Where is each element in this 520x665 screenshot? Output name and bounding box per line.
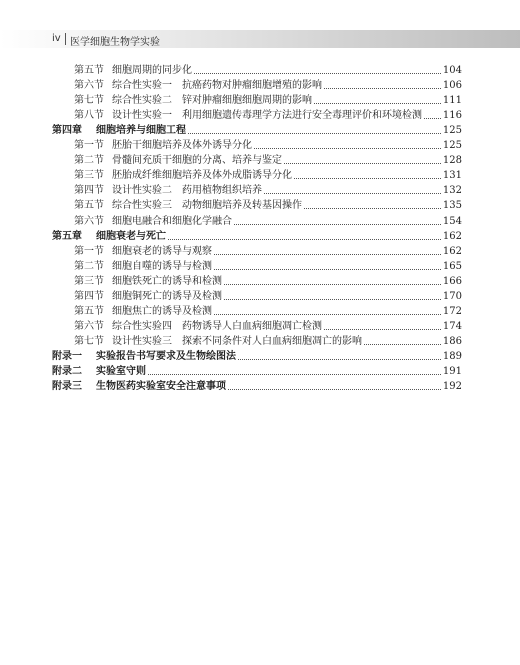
toc-entry-title: 设计性实验三 探索不同条件对人白血病细胞凋亡的影响	[112, 335, 362, 347]
toc-entry-number: 第五章	[52, 230, 82, 242]
toc-entry-page: 128	[442, 155, 462, 167]
toc-entry-title: 综合性实验一 抗癌药物对肿瘤细胞增殖的影响	[112, 80, 322, 92]
dot-leader	[238, 359, 441, 360]
dot-leader	[294, 178, 441, 179]
running-header	[0, 30, 520, 48]
toc-section-entry[interactable]	[52, 288, 462, 303]
toc-entry-title: 实验室守则	[96, 365, 146, 377]
toc-chapter-entry[interactable]	[52, 363, 462, 378]
dot-leader	[168, 239, 441, 240]
dot-leader	[314, 103, 441, 104]
table-of-contents	[52, 62, 462, 393]
toc-entry-title: 综合性实验二 锌对肿瘤细胞细胞周期的影响	[112, 95, 312, 107]
toc-section-entry[interactable]	[52, 333, 462, 348]
toc-entry-number: 第七节	[74, 335, 104, 347]
toc-entry-page: 162	[442, 245, 462, 257]
toc-section-entry[interactable]	[52, 62, 462, 77]
toc-entry-number: 第七节	[74, 95, 104, 107]
toc-entry-page: 116	[442, 110, 462, 122]
dot-leader	[234, 224, 441, 225]
toc-chapter-entry[interactable]	[52, 348, 462, 363]
toc-section-entry[interactable]	[52, 258, 462, 273]
dot-leader	[194, 73, 441, 74]
dot-leader	[284, 163, 441, 164]
dot-leader	[254, 148, 441, 149]
dot-leader	[224, 299, 441, 300]
toc-entry-page: 172	[442, 305, 462, 317]
dot-leader	[324, 88, 441, 89]
toc-entry-page: 162	[442, 230, 462, 242]
toc-entry-number: 第四节	[74, 185, 104, 197]
dot-leader	[364, 344, 441, 345]
toc-section-entry[interactable]	[52, 152, 462, 167]
toc-entry-title: 综合性实验三 动物细胞培养及转基因操作	[112, 200, 302, 212]
toc-section-entry[interactable]	[52, 273, 462, 288]
toc-entry-number: 第二节	[74, 155, 104, 167]
toc-section-entry[interactable]	[52, 303, 462, 318]
toc-entry-title: 细胞周期的同步化	[112, 65, 192, 77]
toc-entry-page: 125	[442, 125, 462, 137]
toc-entry-number: 第五节	[74, 200, 104, 212]
toc-entry-title: 细胞培养与细胞工程	[96, 125, 186, 137]
toc-entry-number: 第三节	[74, 170, 104, 182]
toc-entry-number: 附录二	[52, 365, 82, 377]
toc-entry-number: 第一节	[74, 245, 104, 257]
toc-entry-number: 第一节	[74, 140, 104, 152]
dot-leader	[214, 269, 441, 270]
dot-leader	[424, 118, 441, 119]
toc-entry-title: 设计性实验一 利用细胞遗传毒理学方法进行安全毒理评价和环境检测	[112, 110, 422, 122]
toc-section-entry[interactable]	[52, 92, 462, 107]
toc-entry-title: 胚胎干细胞培养及体外诱导分化	[112, 140, 252, 152]
toc-section-entry[interactable]	[52, 197, 462, 212]
toc-entry-page: 192	[442, 381, 462, 393]
toc-entry-title: 骨髓间充质干细胞的分离、培养与鉴定	[112, 155, 282, 167]
header-page-number: iv	[52, 33, 61, 44]
toc-entry-number: 第四章	[52, 125, 82, 137]
toc-entry-title: 细胞焦亡的诱导及检测	[112, 305, 212, 317]
toc-entry-page: 189	[442, 350, 462, 362]
header-separator	[65, 33, 66, 45]
header-book-title: 医学细胞生物学实验	[70, 37, 160, 48]
toc-entry-page: 106	[442, 80, 462, 92]
toc-entry-number: 附录三	[52, 381, 82, 393]
toc-entry-number: 第八节	[74, 110, 104, 122]
dot-leader	[214, 314, 441, 315]
dot-leader	[188, 133, 441, 134]
toc-section-entry[interactable]	[52, 167, 462, 182]
toc-entry-page: 174	[442, 320, 462, 332]
toc-section-entry[interactable]	[52, 107, 462, 122]
dot-leader	[224, 284, 441, 285]
toc-chapter-entry[interactable]	[52, 228, 462, 243]
dot-leader	[148, 374, 441, 375]
toc-section-entry[interactable]	[52, 212, 462, 227]
toc-entry-number: 第五节	[74, 305, 104, 317]
toc-entry-page: 132	[442, 185, 462, 197]
toc-chapter-entry[interactable]	[52, 122, 462, 137]
toc-entry-page: 111	[442, 95, 462, 107]
toc-section-entry[interactable]	[52, 318, 462, 333]
toc-entry-title: 细胞铁死亡的诱导和检测	[112, 275, 222, 287]
toc-entry-title: 胚胎成纤维细胞培养及体外成脂诱导分化	[112, 170, 292, 182]
toc-entry-title: 综合性实验四 药物诱导人白血病细胞凋亡检测	[112, 320, 322, 332]
dot-leader	[228, 389, 441, 390]
toc-entry-title: 细胞铜死亡的诱导及检测	[112, 290, 222, 302]
toc-entry-number: 第二节	[74, 260, 104, 272]
toc-entry-page: 131	[442, 170, 462, 182]
toc-section-entry[interactable]	[52, 77, 462, 92]
toc-entry-page: 135	[442, 200, 462, 212]
toc-entry-title: 设计性实验二 药用植物组织培养	[112, 185, 262, 197]
dot-leader	[264, 193, 441, 194]
toc-section-entry[interactable]	[52, 182, 462, 197]
toc-entry-title: 细胞电融合和细胞化学融合	[112, 215, 232, 227]
dot-leader	[214, 254, 441, 255]
toc-entry-page: 165	[442, 260, 462, 272]
toc-entry-title: 实验报告书写要求及生物绘图法	[96, 350, 236, 362]
toc-entry-number: 第六节	[74, 80, 104, 92]
toc-entry-number: 第六节	[74, 320, 104, 332]
toc-entry-title: 细胞自噬的诱导与检测	[112, 260, 212, 272]
toc-entry-page: 154	[442, 215, 462, 227]
toc-entry-title: 细胞衰老与死亡	[96, 230, 166, 242]
toc-entry-page: 166	[442, 275, 462, 287]
toc-entry-number: 附录一	[52, 350, 82, 362]
toc-section-entry[interactable]	[52, 137, 462, 152]
toc-entry-title: 细胞衰老的诱导与观察	[112, 245, 212, 257]
toc-entry-number: 第五节	[74, 65, 104, 77]
toc-entry-title: 生物医药实验室安全注意事项	[96, 381, 226, 393]
toc-entry-page: 104	[442, 65, 462, 77]
toc-entry-page: 170	[442, 290, 462, 302]
toc-entry-number: 第四节	[74, 290, 104, 302]
toc-entry-page: 191	[442, 365, 462, 377]
toc-entry-number: 第六节	[74, 215, 104, 227]
toc-entry-page: 125	[442, 140, 462, 152]
dot-leader	[324, 329, 441, 330]
toc-chapter-entry[interactable]	[52, 378, 462, 393]
toc-entry-page: 186	[442, 335, 462, 347]
toc-section-entry[interactable]	[52, 243, 462, 258]
dot-leader	[304, 208, 441, 209]
toc-entry-number: 第三节	[74, 275, 104, 287]
